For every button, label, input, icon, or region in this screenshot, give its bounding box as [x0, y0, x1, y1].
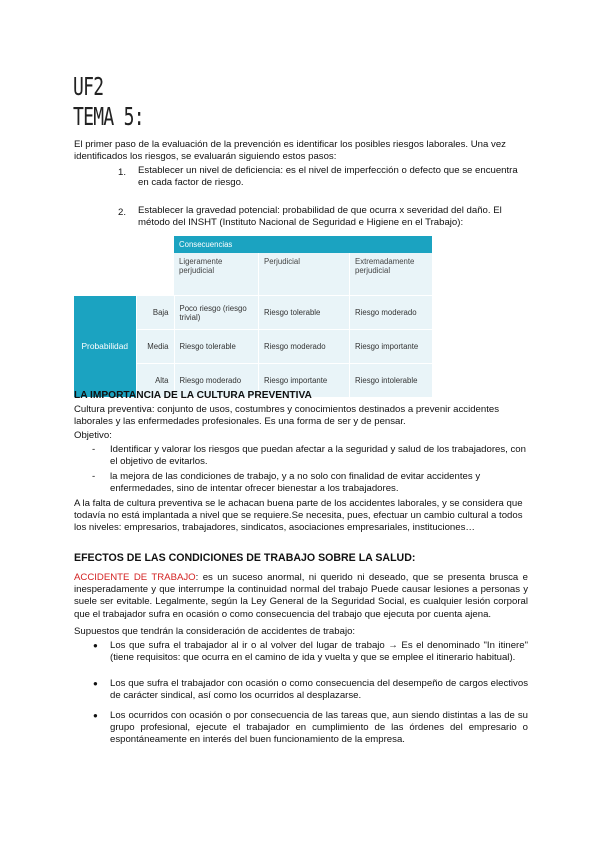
risk-cell: Riesgo moderado — [174, 364, 259, 398]
column-header: Extremadamente perjudicial — [350, 253, 433, 296]
consequences-header: Consecuencias — [174, 236, 432, 253]
row-level-label: Media — [136, 330, 174, 364]
risk-cell: Riesgo importante — [259, 364, 350, 398]
risk-cell: Poco riesgo (riesgo trivial) — [174, 296, 259, 330]
objective-item: Identificar y valorar los riesgos que puedan afectar a la seguridad y salud de los trabajadores, con el objetivo de evitarlos. — [110, 444, 526, 468]
dash-marker: - — [92, 444, 96, 455]
effects-heading: EFECTOS DE LAS CONDICIONES DE TRABAJO SOBRE LA SALUD: — [74, 552, 416, 564]
bullet-marker: ● — [93, 711, 98, 720]
column-header: Perjudicial — [259, 253, 350, 296]
risk-cell: Riesgo moderado — [259, 330, 350, 364]
culture-closing: A la falta de cultura preventiva se le achacan buena parte de los accidentes laborales, y se considera que todavía no está implantada a nivel que se requiere.Se necesita, pues, efectuar un cambio cultural a todos los niveles: empresarios, trabajadores, sindicatos, asociaciones empresariales, instituciones… — [74, 498, 523, 534]
row-level-label: Baja — [136, 296, 174, 330]
case-item: Los que sufra el trabajador con ocasión o como consecuencia del desempeño de cargos electivos de carácter sindical, así como los ocurridos al desplazarse. — [110, 678, 528, 702]
risk-cell: Riesgo moderado — [350, 296, 433, 330]
accident-definition — [74, 572, 528, 621]
topic-title: TEMA 5: — [73, 102, 144, 131]
step-text: Establecer un nivel de deficiencia: es el nivel de imperfección o defecto que se encuentra en cada factor de riesgo. — [138, 165, 518, 189]
culture-heading: LA IMPORTANCIA DE LA CULTURA PREVENTIVA — [74, 390, 312, 401]
risk-matrix-table — [74, 236, 432, 397]
row-level-label: Alta — [136, 364, 174, 398]
unit-title: UF2 — [73, 72, 104, 101]
column-header: Ligeramente perjudicial — [174, 253, 259, 296]
step-number: 2. — [118, 207, 127, 218]
probability-header: Probabilidad — [74, 296, 136, 398]
risk-cell: Riesgo importante — [350, 330, 433, 364]
risk-cell: Riesgo tolerable — [174, 330, 259, 364]
case-item: Los ocurridos con ocasión o por consecuencia de las tareas que, aun siendo distintas a las de su grupo profesional, ejecute el trabajador en cumplimiento de las órdenes del empresario o espontáneamente en interés del buen funcionamiento de la empresa. — [110, 710, 528, 746]
objective-item: la mejora de las condiciones de trabajo, y a no solo con finalidad de evitar accidentes y enfermedades, sino de intentar ofrecer bienestar a los trabajadores. — [110, 471, 481, 495]
risk-cell: Riesgo tolerable — [259, 296, 350, 330]
dash-marker: - — [92, 471, 96, 482]
culture-definition: Cultura preventiva: conjunto de usos, costumbres y conocimientos destinados a prevenir accidentes laborales y las enfermedades profesionales. Es una forma de ser y de pensar. — [74, 404, 500, 428]
accident-definition-text: : es un suceso anormal, ni querido ni deseado, que se presenta brusca e inesperadamente y que interrumpe la continuidad normal del trabajo Puede causar lesiones a personas y suele ser evitable. Legalmente, según la Ley General de la Seguridad Social, es cualquier lesión corporal que el trabajador sufra en ocasión o como consecuencia del trabajo que ejecuta por cuenta ajena. — [74, 572, 528, 620]
bullet-marker: ● — [93, 679, 98, 688]
step-text: Establecer la gravedad potencial: probabilidad de que ocurra x severidad del daño. El método del INSHT (Instituto Nacional de Seguridad e Higiene en el Trabajo): — [138, 205, 502, 229]
bullet-marker: ● — [93, 641, 98, 650]
accident-term: ACCIDENTE DE TRABAJO — [74, 572, 196, 583]
step-number: 1. — [118, 167, 127, 178]
risk-cell: Riesgo intolerable — [350, 364, 433, 398]
cases-label: Supuestos que tendrán la consideración de accidentes de trabajo: — [74, 626, 356, 637]
case-item: Los que sufra el trabajador al ir o al volver del lugar de trabajo → Es el denominado "In itinere" (tiene requisitos: que ocurra en el camino de ida y vuelta y que se emplee el itinerario habitual). — [110, 640, 528, 664]
objective-label: Objetivo: — [74, 430, 112, 441]
intro-paragraph: El primer paso de la evaluación de la prevención es identificar los posibles riesgos laborales. Una vez identificados los riesgos, se evaluarán siguiendo estos pasos: — [74, 139, 506, 163]
